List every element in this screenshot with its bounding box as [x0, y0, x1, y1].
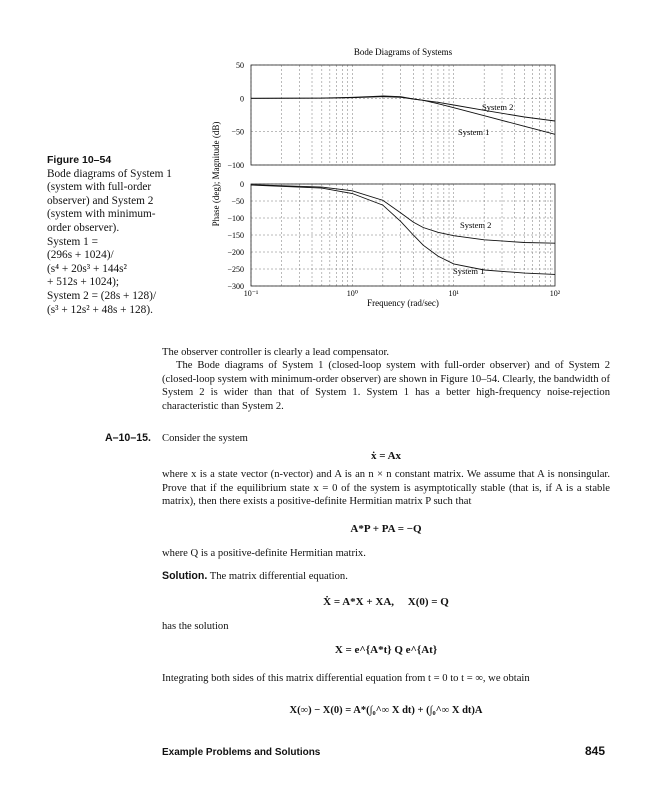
- solution-label: Solution.: [162, 570, 208, 582]
- footer-title: Example Problems and Solutions: [162, 747, 321, 758]
- x-tick-label: 10⁰: [346, 289, 358, 298]
- phase-y-tick-label: −300: [227, 282, 244, 291]
- magnitude-plot-frame: [251, 65, 555, 165]
- mag-y-tick-label: −100: [227, 161, 244, 170]
- caption-line: (296s + 1024)/: [47, 249, 114, 262]
- figure-label: Figure 10–54: [47, 154, 112, 166]
- paragraph-5: has the solution: [162, 621, 229, 632]
- solution-line: [162, 570, 610, 584]
- mag-y-tick-label: −50: [231, 127, 244, 137]
- solution-text: The matrix differential equation.: [209, 571, 348, 582]
- x-axis-label: Frequency (rad/sec): [367, 298, 439, 308]
- caption-line: (s⁴ + 20s³ + 144s²: [47, 262, 127, 275]
- equation-1: ẋ = Ax: [370, 450, 402, 462]
- phase-y-tick-label: −150: [227, 231, 244, 240]
- bode-chart: [0, 0, 653, 320]
- series-line-system-2: [251, 185, 555, 244]
- paragraph-3: where x is a state vector (n-vector) and A is an n × n constant matrix. We assume that A is nonsingular. Prove that if the equilibrium state x = 0 of the system is asymptotically stable (that is, if A is a stable matrix), then there exists a positive-definite Hermitian matrix P such that: [162, 469, 610, 508]
- equation-3: Ẋ = A*X + XA, X(0) = Q: [323, 596, 449, 608]
- problem-intro: Consider the system: [162, 433, 248, 444]
- phase-y-tick-label: −100: [227, 214, 244, 223]
- equation-4: X = e^{A*t} Q e^{At}: [334, 644, 438, 656]
- paragraph-2: The Bode diagrams of System 1 (closed-loop system with full-order observer) and of System 2 (closed-loop system with minimum-order observer) are shown in Figure 10–54. Clearly, the bandwidth of System 2 is wider than that of System 1. System 1 has a better high-frequency noise-rejection characteristic than System 2.: [162, 360, 610, 412]
- caption-line: observer) and System 2: [47, 194, 154, 207]
- caption-line: Bode diagrams of System 1: [47, 167, 172, 180]
- phase-annotation-system2: System 2: [460, 220, 492, 230]
- caption-line: System 1 =: [47, 235, 98, 248]
- problem-number: A–10–15.: [105, 432, 151, 444]
- mag-annotation-system1: System 1: [458, 127, 490, 137]
- caption-line: + 512s + 1024);: [47, 276, 120, 289]
- equation-2: A*P + PA = −Q: [350, 523, 422, 535]
- y-axis-label: Phase (deg); Magnitude (dB): [211, 121, 221, 227]
- x-tick-label: 10²: [549, 289, 561, 298]
- caption-line: (system with full-order: [47, 181, 152, 194]
- caption-line: order observer).: [47, 221, 120, 234]
- caption-line: (s³ + 12s² + 48s + 128).: [47, 303, 153, 316]
- page-number: 845: [585, 744, 606, 758]
- paragraph-6: Integrating both sides of this matrix differential equation from t = 0 to t = ∞, we obtain: [162, 673, 530, 684]
- x-tick-label: 10¹: [448, 289, 459, 298]
- series-line-system-1: [251, 185, 555, 274]
- paragraph-1: The observer controller is clearly a lead compensator.: [162, 347, 390, 358]
- mag-y-tick-label: 0: [240, 94, 244, 104]
- phase-y-tick-label: 0: [240, 180, 244, 189]
- paragraph-4: where Q is a positive-definite Hermitian matrix.: [162, 548, 366, 559]
- phase-y-tick-label: −50: [231, 197, 244, 206]
- x-tick-label: 10⁻¹: [243, 289, 259, 298]
- phase-y-tick-label: −250: [227, 265, 244, 274]
- caption-line: System 2 = (28s + 128)/: [47, 289, 157, 302]
- caption-line: (system with minimum-: [47, 208, 156, 221]
- mag-y-tick-label: 50: [236, 61, 244, 70]
- mag-annotation-system2: System 2: [482, 102, 514, 112]
- phase-annotation-system1: System 1: [453, 266, 485, 276]
- phase-y-tick-label: −200: [227, 248, 244, 257]
- equation-5: X(∞) − X(0) = A*(∫₀^∞ X dt) + (∫₀^∞ X dt)A: [289, 705, 483, 716]
- chart-title: Bode Diagrams of Systems: [353, 47, 453, 57]
